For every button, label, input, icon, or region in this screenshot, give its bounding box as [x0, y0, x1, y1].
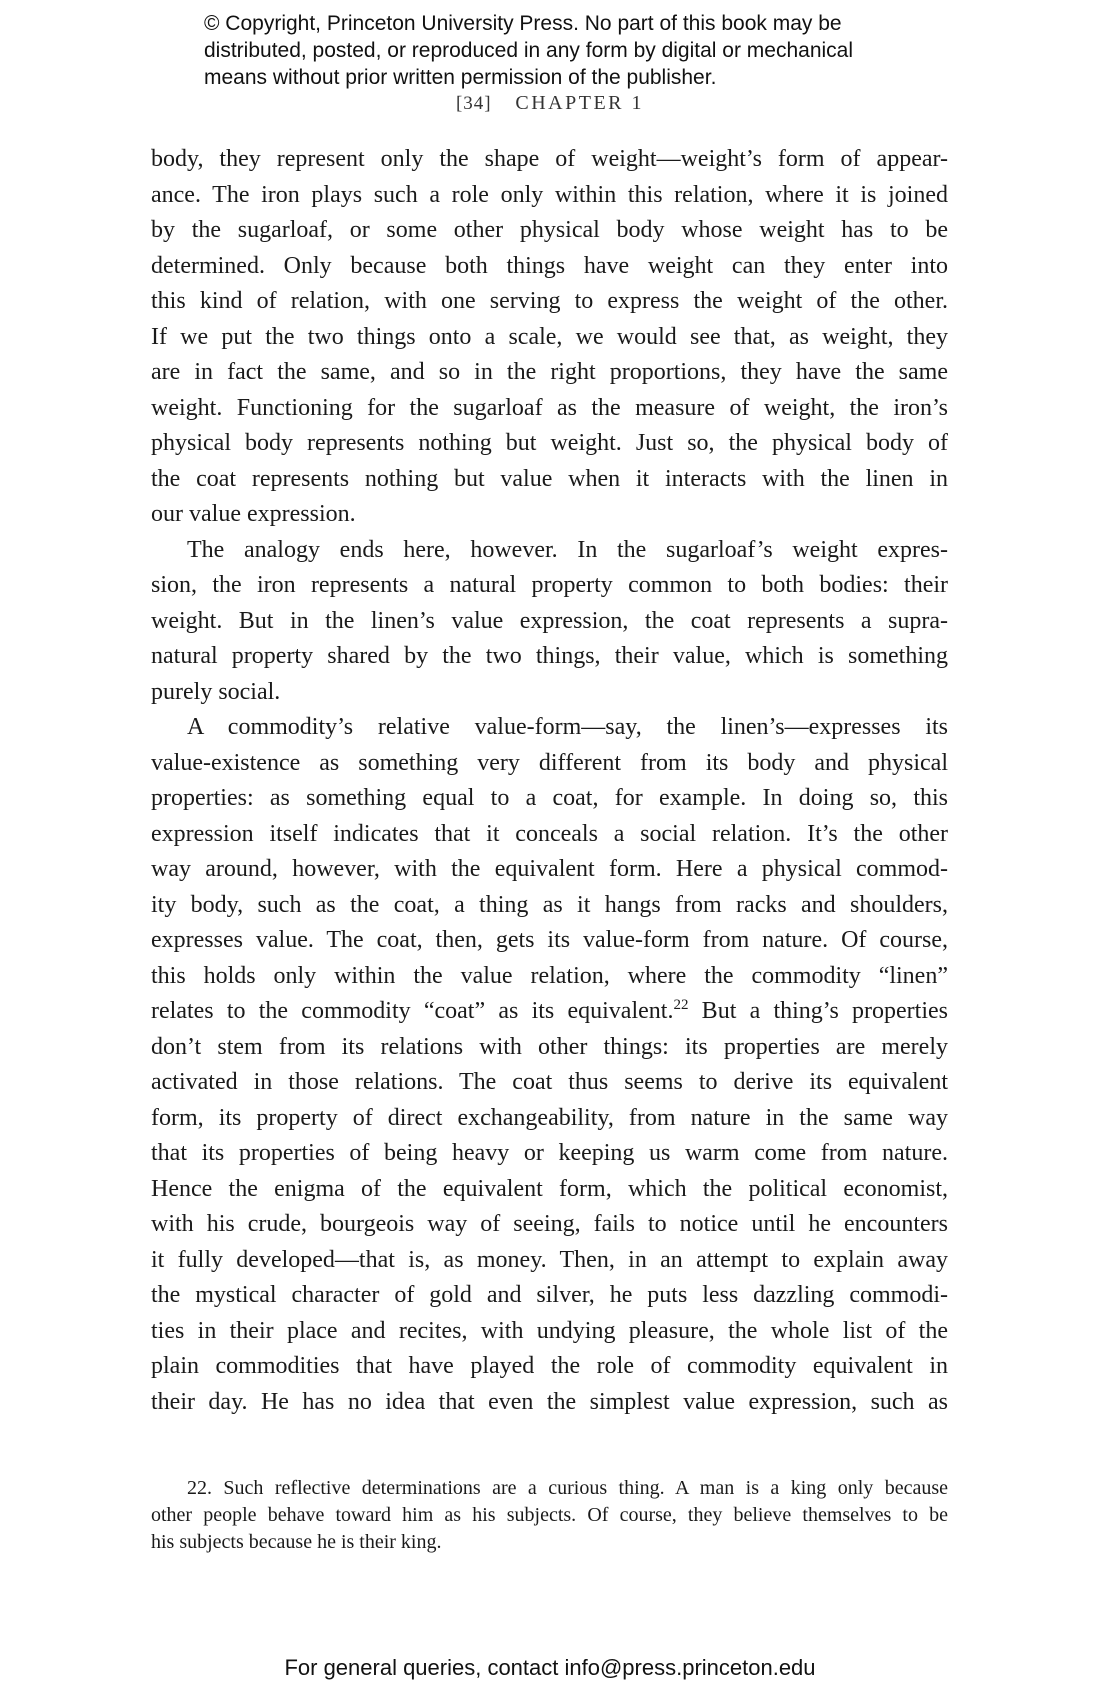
text-line: A commodity’s relative value-form—say, the linen’s—expresses its [187, 714, 948, 740]
text-line: ties in their place and recites, with undying pleasure, the whole list of the [151, 1317, 948, 1344]
running-head [0, 92, 1100, 115]
footnote-line: other people behave toward him as his subjects. Of course, they believe themselves to be [151, 1504, 948, 1526]
text-line: ity body, such as the coat, a thing as it hangs from racks and shoulders, [151, 891, 948, 918]
text-line: plain commodities that have played the role of commodity equivalent in [151, 1353, 948, 1379]
text-segment: relates to the commodity “coat” as its equivalent. [151, 998, 674, 1024]
text-line: ance. The iron plays such a role only within this relation, where it is joined [151, 181, 948, 208]
copyright-line: means without prior written permission of the publisher. [204, 66, 717, 89]
text-segment: But a thing’s properties [688, 998, 949, 1024]
text-line: the mystical character of gold and silver, he puts less dazzling commodi- [151, 1282, 948, 1308]
text-line: with his crude, bourgeois way of seeing, fails to notice until he encounters [151, 1211, 948, 1237]
text-line: If we put the two things onto a scale, we would see that, as weight, they [151, 323, 948, 350]
text-line: purely social. [151, 678, 281, 705]
body-text [151, 142, 948, 1420]
page-number: [34] [455, 93, 492, 114]
text-line: The analogy ends here, however. In the sugarloaf’s weight expres- [187, 536, 948, 563]
text-line: this holds only within the value relation, where the commodity “linen” [151, 962, 948, 989]
text-line: expression itself indicates that it conceals a social relation. It’s the other [151, 820, 948, 847]
text-line: this kind of relation, with one serving to express the weight of the other. [151, 288, 948, 314]
text-line: don’t stem from its relations with other things: its properties are merely [151, 1033, 948, 1060]
text-line: that its properties of being heavy or keeping us warm come from nature. [151, 1140, 948, 1166]
copyright-line: © Copyright, Princeton University Press. No part of this book may be [204, 12, 842, 35]
text-line: activated in those relations. The coat thus seems to derive its equivalent [151, 1069, 948, 1095]
text-line-with-footnote [151, 994, 948, 1030]
text-line: value-existence as something very different from its body and physical [151, 749, 948, 776]
copyright-notice [204, 10, 964, 91]
text-line: our value expression. [151, 501, 356, 527]
footnote-line: 22. Such reflective determinations are a curious thing. A man is a king only because [187, 1477, 948, 1499]
copyright-line: distributed, posted, or reproduced in any form by digital or mechanical [204, 39, 854, 62]
text-line: the coat represents nothing but value when it interacts with the linen in [151, 465, 948, 492]
chapter-label: CHAPTER 1 [515, 92, 645, 114]
contact-notice: For general queries, contact info@press.princeton.edu [284, 1655, 816, 1680]
text-line: way around, however, with the equivalent form. Here a physical commod- [151, 856, 948, 882]
text-line: weight. Functioning for the sugarloaf as the measure of weight, the iron’s [151, 394, 948, 421]
text-line: are in fact the same, and so in the right proportions, they have the same [151, 359, 948, 385]
text-line: properties: as something equal to a coat, for example. In doing so, this [151, 785, 948, 811]
text-line: natural property shared by the two things, their value, which is something [151, 643, 948, 669]
footnote-reference[interactable]: 22 [673, 997, 689, 1013]
text-line: body, they represent only the shape of weight—weight’s form of appear- [151, 146, 948, 172]
text-line: sion, the iron represents a natural property common to both bodies: their [151, 572, 948, 598]
footnote-line: his subjects because he is their king. [151, 1531, 442, 1553]
footnote [151, 1475, 948, 1556]
text-line: weight. But in the linen’s value expression, the coat represents a supra- [151, 607, 948, 634]
text-line: by the sugarloaf, or some other physical body whose weight has to be [151, 217, 948, 243]
text-line: expresses value. The coat, then, gets its value-form from nature. Of course, [151, 927, 948, 953]
text-line: determined. Only because both things have weight can they enter into [151, 252, 948, 279]
text-line: it fully developed—that is, as money. Then, in an attempt to explain away [151, 1246, 948, 1273]
text-line: their day. He has no idea that even the simplest value expression, such as [151, 1388, 948, 1415]
text-line: Hence the enigma of the equivalent form, which the political economist, [151, 1175, 948, 1202]
text-line: form, its property of direct exchangeability, from nature in the same way [151, 1104, 948, 1131]
text-line: physical body represents nothing but weight. Just so, the physical body of [151, 430, 948, 456]
